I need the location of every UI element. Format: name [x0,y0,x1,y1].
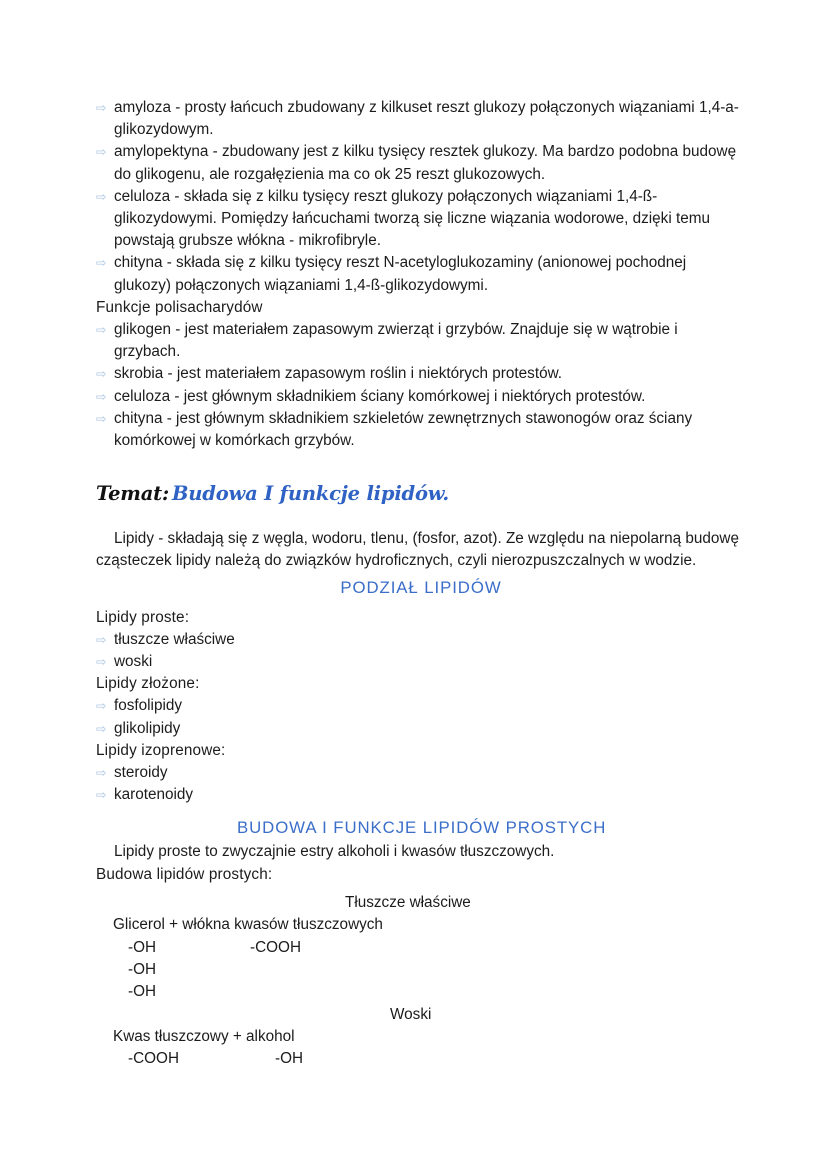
list-item [96,363,746,385]
list-item [96,252,746,296]
group-title: Lipidy proste: [96,608,190,626]
list-item-text: amyloza - prosty łańcuch zbudowany z kilkuset reszt glukozy połączonych wiązaniami 1,4-a-glikozydowym. [114,99,739,139]
arrow-bullet-icon: ⇨ [96,699,107,714]
list-item [96,762,746,784]
list-item [96,629,746,651]
group-title: Lipidy złożone: [96,675,200,693]
arrow-bullet-icon: ⇨ [96,389,107,404]
list-item-text: tłuszcze właściwe [114,630,235,648]
list-item-text: woski [114,653,153,671]
simple-lipids-heading: BUDOWA I FUNKCJE LIPIDÓW PROSTYCH [237,818,607,838]
arrow-bullet-icon: ⇨ [96,256,107,271]
arrow-bullet-icon: ⇨ [96,766,107,781]
list-item [96,141,746,185]
functions-list [96,319,746,452]
lipids-intro-paragraph: Lipidy - składają się z węgla, wodoru, tlenu, (fosfor, azot). Ze względu na niepolarną budowę cząsteczek lipidy należą do związków hydroficznych, czyli nierozpuszczalnych w wodzie. [96,530,739,570]
list-item-text: chityna - składa się z kilku tysięcy reszt N-acetyloglukozaminy (anionowej pochodnej glukozy) połączonych wiązaniami 1,4-ß-glikozydowymi. [114,254,687,294]
arrow-bullet-icon: ⇨ [96,788,107,803]
list-item [96,408,746,452]
fats-glycerol-oh-1: -OH [128,939,157,956]
list-item-text: karotenoidy [114,786,194,804]
list-item [96,186,746,253]
list-item-text: fosfolipidy [114,697,183,715]
topic-label: Temat: [96,482,169,506]
arrow-bullet-icon: ⇨ [96,189,107,204]
arrow-bullet-icon: ⇨ [96,101,107,115]
arrow-bullet-icon: ⇨ [96,632,107,647]
list-item-text: skrobia - jest materiałem zapasowym roślin i niektórych protestów. [114,365,563,383]
list-item-text: chityna - jest głównym składnikiem szkieletów zewnętrznych stawonogów oraz ściany komórkowej w komórkach grzybów. [114,409,693,450]
waxes-components: Kwas tłuszczowy + alkohol [113,1028,295,1045]
functions-heading: Funkcje polisacharydów [96,298,263,316]
list-item-text: glikogen - jest materiałem zapasowym zwierząt i grzybów. Znajduje się w wątrobie i grzybach. [114,321,678,361]
topic-title: Budowa I funkcje lipidów. [171,482,450,506]
list-item [96,386,746,408]
waxes-acid-cooh: -COOH [128,1050,179,1067]
waxes-title: Woski [390,1006,432,1023]
waxes-alcohol-oh: -OH [275,1050,304,1067]
list-item-text: amylopektyna - zbudowany jest z kilku tysięcy resztek glukozy. Ma bardzo podobna budowę do glikogenu, ale rozgałęzienia ma co ok 25 reszt glukozowych. [114,143,737,183]
document-content [96,97,746,886]
list-item [96,718,746,740]
list-item [96,319,746,363]
list-item-text: celuloza - jest głównym składnikiem ściany komórkowej i niektórych protestów. [114,387,646,405]
list-item-text: celuloza - składa się z kilku tysięcy reszt glukozy połączonych wiązaniami 1,4-ß-glikozydowymi. Pomiędzy łańcuchami tworzą się liczne wiązania wodorowe, dzięki temu powstają grubsze włókna - mikrofibryle. [114,187,710,250]
list-item-text: glikolipidy [114,719,181,737]
structure-label: Budowa lipidów prostych: [96,865,273,883]
list-item [96,651,746,673]
arrow-bullet-icon: ⇨ [96,655,107,670]
division-groups [96,607,746,807]
arrow-bullet-icon: ⇨ [96,367,107,382]
division-heading: PODZIAŁ LIPIDÓW [340,577,502,597]
simple-lipids-paragraph: Lipidy proste to zwyczajnie estry alkoholi i kwasów tłuszczowych. [114,843,555,861]
arrow-bullet-icon: ⇨ [96,145,107,160]
topic-heading [96,482,746,505]
division-group [96,673,746,740]
fats-glycerol-oh-2: -OH [128,961,157,978]
list-item [96,784,746,806]
fats-components: Glicerol + włókna kwasów tłuszczowych [113,916,383,933]
list-item [96,97,746,141]
division-group [96,607,746,674]
group-title: Lipidy izoprenowe: [96,741,226,759]
polysaccharide-list [96,97,746,297]
list-item-text: steroidy [114,764,168,782]
fats-glycerol-oh-3: -OH [128,983,157,1000]
division-group [96,740,746,807]
list-item [96,695,746,717]
arrow-bullet-icon: ⇨ [96,323,107,338]
arrow-bullet-icon: ⇨ [96,721,107,736]
fats-acid-cooh: -COOH [250,939,301,956]
arrow-bullet-icon: ⇨ [96,411,107,426]
fats-title: Tłuszcze właściwe [345,894,471,911]
